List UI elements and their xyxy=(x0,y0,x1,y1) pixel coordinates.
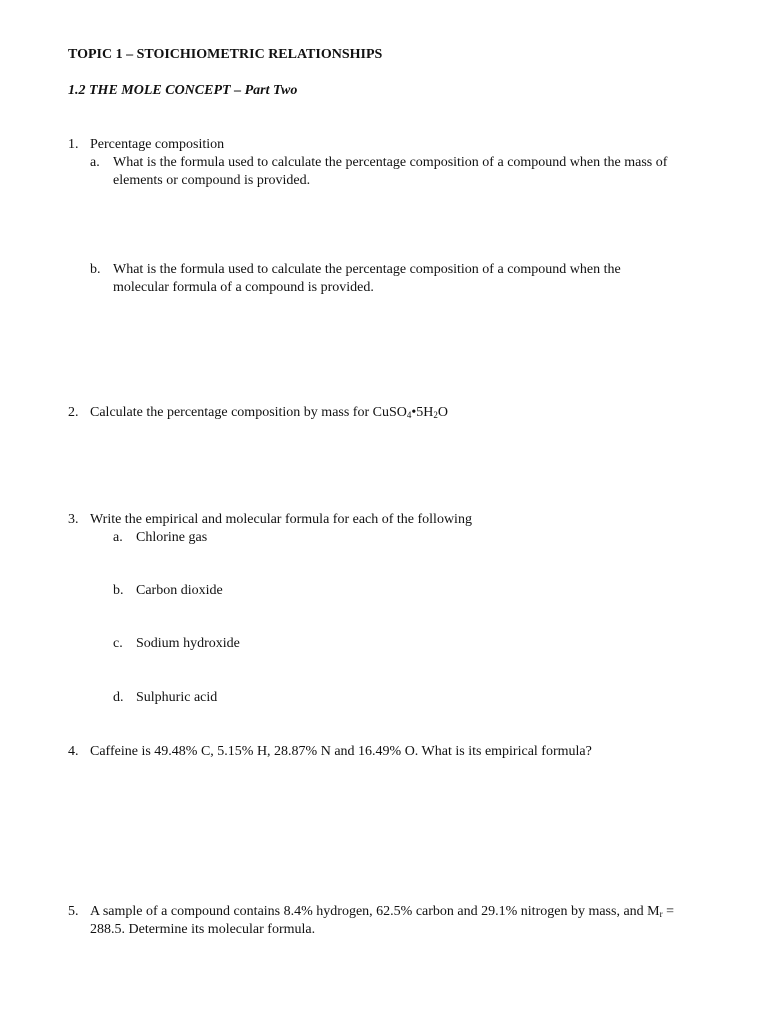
question-text-part: Calculate the percentage composition by mass for CuSO xyxy=(90,405,407,420)
part-label: a. xyxy=(90,155,100,170)
subscript: r xyxy=(659,909,663,919)
part-label: a. xyxy=(113,530,123,545)
question-number: 4. xyxy=(68,744,79,759)
question-number: 2. xyxy=(68,405,79,420)
question-text-part: •5H xyxy=(411,405,434,420)
part-text: What is the formula used to calculate the percentage composition of a compound when the mass of xyxy=(113,155,668,170)
question-number: 1. xyxy=(68,137,79,152)
question-text-part: A sample of a compound contains 8.4% hydrogen, 62.5% carbon and 29.1% nitrogen by mass, and M xyxy=(90,904,660,919)
part-text: Sulphuric acid xyxy=(136,690,218,705)
question-text-part: O xyxy=(437,405,449,420)
subscript: 4 xyxy=(406,410,412,420)
part-label: b. xyxy=(113,583,124,598)
question-text: 288.5. Determine its molecular formula. xyxy=(90,922,316,937)
question-text: Caffeine is 49.48% C, 5.15% H, 28.87% N and 16.49% O. What is its empirical formula? xyxy=(90,744,592,759)
subscript: 2 xyxy=(433,410,438,420)
question-text: Write the empirical and molecular formula for each of the following xyxy=(90,512,472,527)
part-text: elements or compound is provided. xyxy=(113,173,311,188)
page-title: TOPIC 1 – STOICHIOMETRIC RELATIONSHIPS xyxy=(68,47,383,62)
question-text: Percentage composition xyxy=(90,137,225,152)
section-subtitle: 1.2 THE MOLE CONCEPT – Part Two xyxy=(68,83,298,98)
question-number: 3. xyxy=(68,512,79,527)
part-text: What is the formula used to calculate the percentage composition of a compound when the xyxy=(113,262,621,277)
part-label: b. xyxy=(90,262,101,277)
part-text: Chlorine gas xyxy=(136,530,208,545)
part-label: d. xyxy=(113,690,124,705)
question-text-part: = xyxy=(662,904,675,919)
part-label: c. xyxy=(113,636,123,651)
question-text xyxy=(90,404,448,422)
question-text xyxy=(90,903,674,921)
part-text: Sodium hydroxide xyxy=(136,636,240,651)
question-number: 5. xyxy=(68,904,79,919)
part-text: molecular formula of a compound is provided. xyxy=(113,280,374,295)
part-text: Carbon dioxide xyxy=(136,583,223,598)
